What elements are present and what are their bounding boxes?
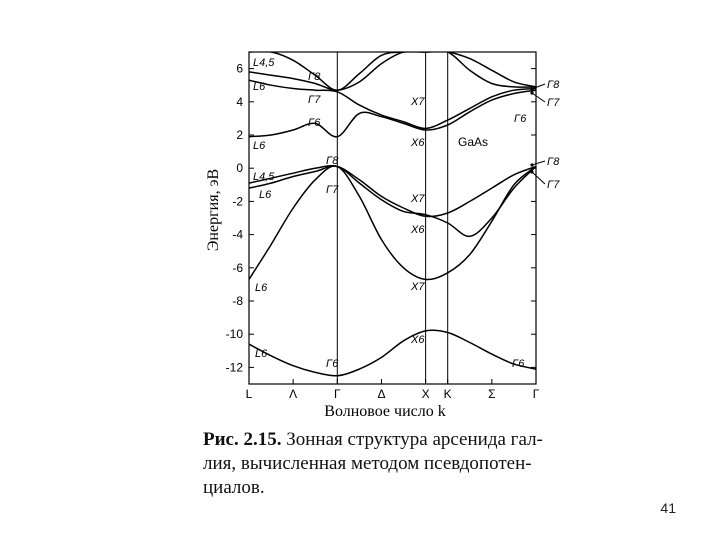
state-label: Γ8 bbox=[547, 156, 560, 168]
band-curve-0 bbox=[249, 330, 536, 376]
state-label: Γ7 bbox=[308, 94, 321, 106]
x-tick-label: Γ bbox=[334, 387, 341, 401]
x-tick-label: X bbox=[421, 387, 430, 401]
y-tick-label: 0 bbox=[236, 161, 243, 176]
state-label: Γ7 bbox=[326, 184, 339, 196]
label-arrow-head-1 bbox=[530, 91, 533, 94]
label-arrow-2 bbox=[532, 161, 545, 165]
state-label: L6 bbox=[253, 81, 266, 93]
y-tick-label: 6 bbox=[236, 61, 243, 76]
state-label: Γ6 bbox=[326, 358, 339, 370]
y-axis-title: Энергия, эВ bbox=[205, 168, 222, 252]
state-label: L6 bbox=[253, 140, 266, 152]
label-arrow-1 bbox=[532, 93, 545, 102]
band-curve-5 bbox=[249, 80, 536, 128]
band-curve-4 bbox=[249, 90, 536, 137]
y-tick-label: -6 bbox=[232, 260, 243, 275]
state-label: Γ8 bbox=[308, 71, 321, 83]
state-label: X6 bbox=[411, 137, 425, 149]
state-label: Γ6 bbox=[514, 113, 527, 125]
state-label: Γ6 bbox=[308, 117, 321, 129]
plot-frame bbox=[249, 52, 536, 384]
y-tick-label: 4 bbox=[236, 94, 243, 109]
caption-line-3: циалов. bbox=[203, 477, 265, 498]
label-arrow-3 bbox=[532, 172, 545, 184]
state-label: Γ7 bbox=[547, 179, 560, 191]
label-arrow-head-2 bbox=[530, 163, 533, 166]
y-tick-label: -12 bbox=[225, 360, 243, 375]
state-label: Γ8 bbox=[547, 79, 560, 91]
x-tick-label: Δ bbox=[377, 387, 386, 401]
state-label: L4,5 bbox=[253, 171, 275, 183]
y-tick-label: -10 bbox=[225, 327, 243, 342]
band-curve-1 bbox=[249, 166, 536, 280]
caption-number: Рис. 2.15. bbox=[203, 429, 282, 450]
material-label: GaAs bbox=[458, 135, 489, 149]
state-label: Γ8 bbox=[326, 155, 339, 167]
state-label: L4,5 bbox=[253, 57, 275, 69]
band-curve-2 bbox=[249, 166, 536, 236]
state-label: X7 bbox=[411, 281, 425, 293]
x-tick-label: Λ bbox=[289, 387, 298, 401]
state-label: X7 bbox=[411, 193, 425, 205]
label-arrow-head-0 bbox=[530, 87, 533, 90]
x-tick-label: Γ bbox=[532, 387, 540, 401]
label-arrow-head-3 bbox=[530, 170, 533, 173]
y-tick-label: -4 bbox=[232, 227, 243, 242]
y-tick-label: -8 bbox=[232, 294, 243, 308]
state-label: Γ7 bbox=[547, 97, 560, 109]
state-label: L6 bbox=[255, 282, 268, 294]
x-tick-label: L bbox=[245, 387, 253, 401]
y-tick-label: 2 bbox=[236, 128, 243, 142]
state-label: X7 bbox=[411, 96, 425, 108]
state-label: X6 bbox=[411, 334, 425, 346]
caption-line-2: лия, вычисленная методом псевдопотен- bbox=[203, 453, 532, 474]
x-tick-label: Σ bbox=[488, 387, 496, 401]
x-tick-label: K bbox=[443, 387, 452, 401]
page-number: 41 bbox=[660, 500, 676, 516]
x-axis-title: Волновое число k bbox=[324, 403, 446, 420]
state-label: L6 bbox=[259, 189, 272, 201]
figure-caption bbox=[203, 428, 573, 500]
state-label: X6 bbox=[411, 224, 425, 236]
state-label: Γ6 bbox=[512, 358, 525, 370]
y-tick-label: -2 bbox=[232, 194, 243, 209]
state-label: L6 bbox=[255, 348, 268, 360]
caption-line-1: Зонная структура арсенида гал- bbox=[286, 429, 543, 450]
